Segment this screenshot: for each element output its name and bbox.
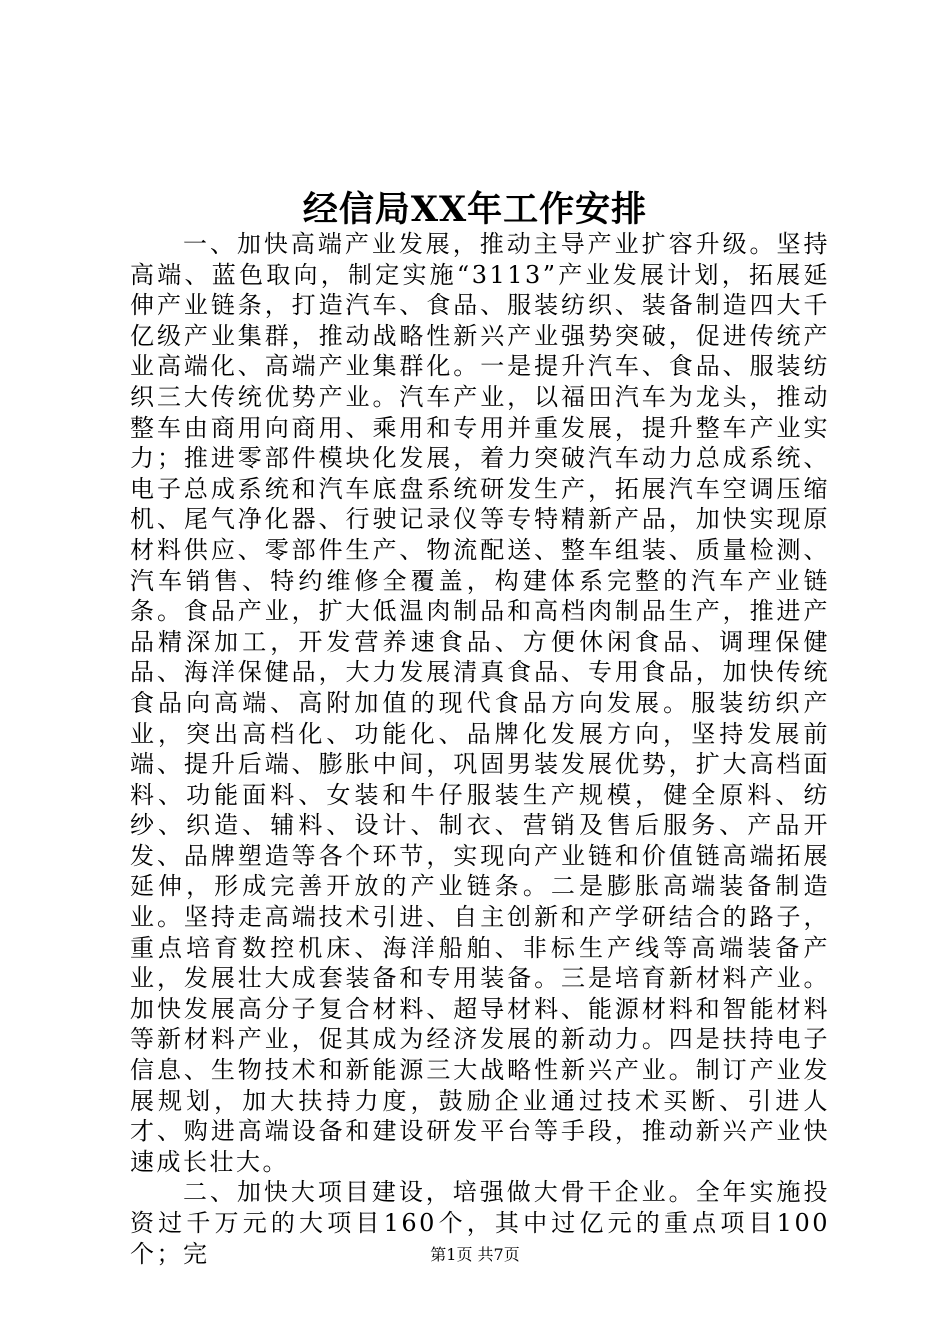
paragraph-2: 二、加快大项目建设，培强做大骨干企业。全年实施投资过千万元的大项目160个，其中过亿元的重点项目100个；完: [130, 1178, 830, 1268]
document-title: 经信局XX年工作安排: [302, 189, 648, 230]
page-footer: 第1页 共7页: [430, 1245, 520, 1264]
document-body: [130, 229, 830, 1269]
paragraph-1: 一、加快高端产业发展，推动主导产业扩容升级。坚持高端、蓝色取向，制定实施“3113”产业发展计划，拓展延伸产业链条，打造汽车、食品、服装纺织、装备制造四大千亿级产业集群，推动战略性新兴产业强势突破，促进传统产业高端化、高端产业集群化。一是提升汽车、食品、服装纺织三大传统优势产业。汽车产业，以福田汽车为龙头，推动整车由商用向商用、乘用和专用并重发展，提升整车产业实力；推进零部件模块化发展，着力突破汽车动力总成系统、电子总成系统和汽车底盘系统研发生产，拓展汽车空调压缩机、尾气净化器、行驶记录仪等专特精新产品，加快实现原材料供应、零部件生产、物流配送、整车组装、质量检测、汽车销售、特约维修全覆盖，构建体系完整的汽车产业链条。食品产业，扩大低温肉制品和高档肉制品生产，推进产品精深加工，开发营养速食品、方便休闲食品、调理保健品、海洋保健品，大力发展清真食品、专用食品，加快传统食品向高端、高附加值的现代食品方向发展。服装纺织产业，突出高档化、功能化、品牌化发展方向，坚持发展前端、提升后端、膨胀中间，巩固男装发展优势，扩大高档面料、功能面料、女装和牛仔服装生产规模，健全原料、纺纱、织造、辅料、设计、制衣、营销及售后服务、产品开发、品牌塑造等各个环节，实现向产业链和价值链高端拓展延伸，形成完善开放的产业链条。二是膨胀高端装备制造业。坚持走高端技术引进、自主创新和产学研结合的路子，重点培育数控机床、海洋船舶、非标生产线等高端装备产业，发展壮大成套装备和专用装备。三是培育新材料产业。加快发展高分子复合材料、超导材料、能源材料和智能材料等新材料产业，促其成为经济发展的新动力。四是扶持电子信息、生物技术和新能源三大战略性新兴产业。制订产业发展规划，加大扶持力度，鼓励企业通过技术买断、引进人才、购进高端设备和建设研发平台等手段，推动新兴产业快速成长壮大。: [130, 230, 830, 1176]
